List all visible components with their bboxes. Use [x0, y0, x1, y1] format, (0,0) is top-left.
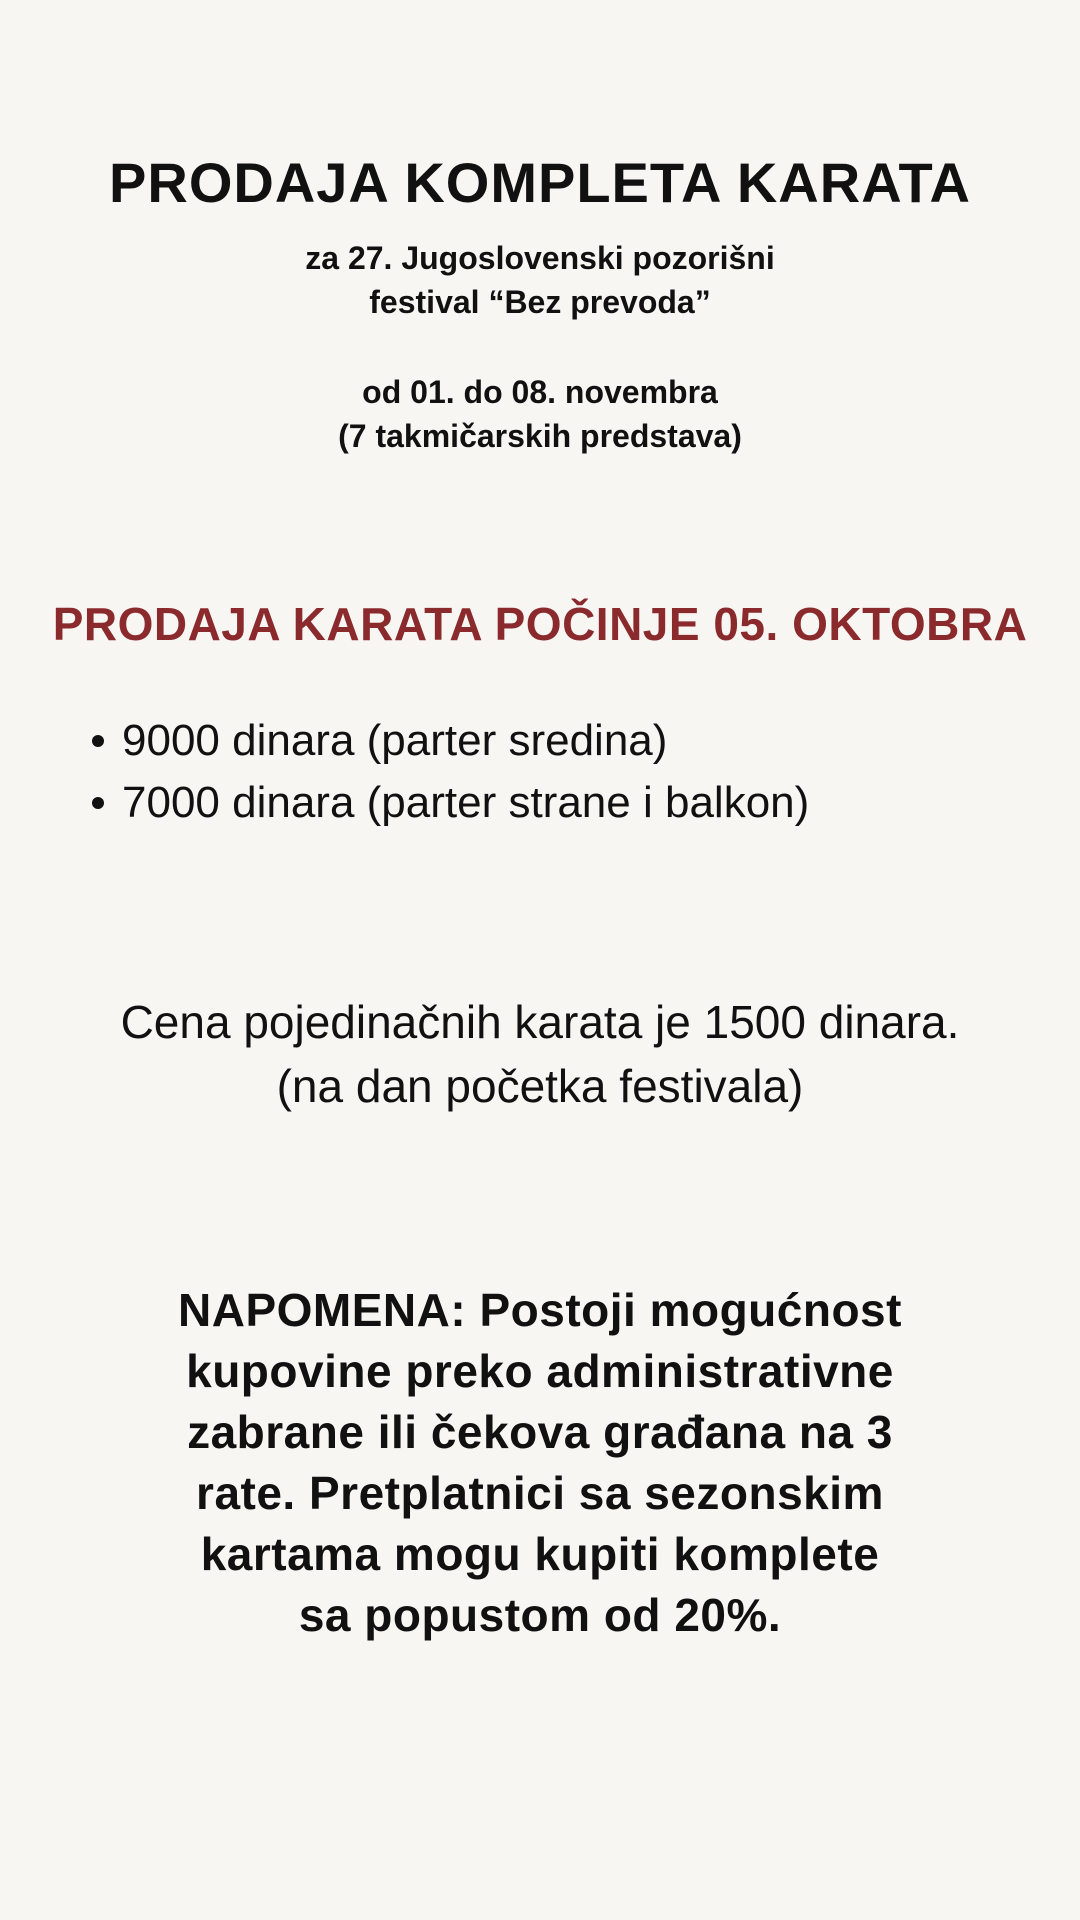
sale-start-heading: PRODAJA KARATA POČINJE 05. OKTOBRA: [52, 598, 1028, 650]
price-item: [92, 772, 1032, 834]
price-item-text: 9000 dinara (parter sredina): [122, 716, 668, 765]
single-ticket-line-1: Cena pojedinačnih karata je 1500 dinara.: [120, 996, 960, 1048]
single-ticket-line-2: (na dan početka festivala): [276, 1060, 804, 1112]
subtitle-line-2: festival “Bez prevoda”: [369, 284, 711, 320]
single-ticket-price: [0, 990, 1080, 1118]
festival-dates: [0, 370, 1080, 458]
price-item: [92, 710, 1032, 772]
bullet-icon: [92, 797, 104, 809]
price-item-text: 7000 dinara (parter strane i balkon): [122, 778, 810, 827]
note-paragraph: NAPOMENA: Postoji mogućnost kupovine preko administrativne zabrane ili čekova građana na 3 rate. Pretplatnici sa sezonskim kartama mogu kupiti komplete sa popustom od 20%.: [178, 1284, 902, 1641]
subtitle-line-1: za 27. Jugoslovenski pozorišni: [305, 240, 775, 276]
festival-subtitle: [0, 236, 1080, 324]
bullet-icon: [92, 735, 104, 747]
page-title: PRODAJA KOMPLETA KARATA: [109, 151, 971, 214]
price-list: [92, 710, 1032, 834]
dates-line-2: (7 takmičarskih predstava): [338, 418, 742, 454]
dates-line-1: od 01. do 08. novembra: [362, 374, 718, 410]
